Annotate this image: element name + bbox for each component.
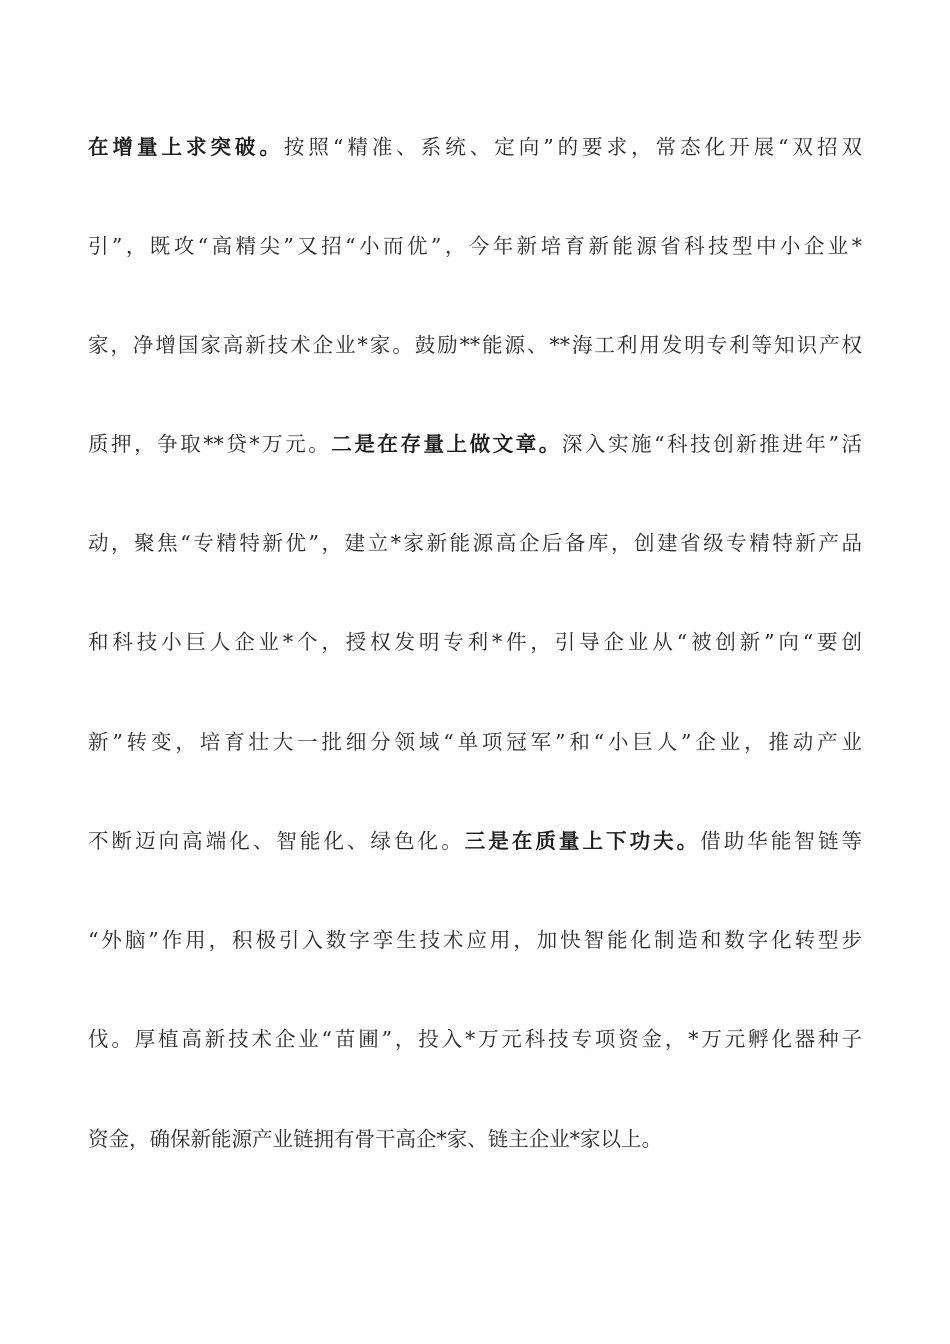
text-line-1 <box>88 131 862 163</box>
text-span: 动，聚焦“专精特新优”，建立*家新能源高企后备库，创建省级专精特新产品 <box>88 531 862 555</box>
text-span: 借助华能智链等 <box>700 829 862 853</box>
bold-heading-3: 三是在质量上下功夫。 <box>464 829 701 853</box>
text-line-3 <box>88 329 862 361</box>
text-span: 按照“精准、系统、定向”的要求，常态化开展“双招双 <box>283 135 862 159</box>
text-span: 伐。厚植高新技术企业“苗圃”，投入*万元科技专项资金，*万元孵化器种子 <box>88 1027 862 1051</box>
text-span: 资金，确保新能源产业链拥有骨干高企*家、链主企业*家以上。 <box>88 1127 662 1151</box>
text-line-11 <box>88 1123 862 1155</box>
text-span: 家，净增国家高新技术企业*家。鼓励**能源、**海工利用发明专利等知识产权 <box>88 333 862 357</box>
text-span: “外脑”作用，积极引入数字孪生技术应用，加快智能化制造和数字化转型步 <box>88 928 862 952</box>
text-line-9 <box>88 924 862 956</box>
text-line-10 <box>88 1023 862 1055</box>
text-span: 新”转变，培育壮大一批细分领域“单项冠军”和“小巨人”企业，推动产业 <box>88 730 862 754</box>
text-line-5 <box>88 527 862 559</box>
text-span: 深入实施“科技创新推进年”活 <box>561 432 862 456</box>
text-span: 不断迈向高端化、智能化、绿色化。 <box>88 829 465 853</box>
bold-heading-1: 在增量上求突破。 <box>88 135 284 159</box>
text-line-8 <box>88 825 862 857</box>
text-line-6 <box>88 626 862 658</box>
text-line-2 <box>88 230 862 262</box>
bold-heading-2: 二是在存量上做文章。 <box>331 432 562 456</box>
text-line-4 <box>88 428 862 460</box>
text-span: 引”，既攻“高精尖”又招“小而优”，今年新培育新能源省科技型中小企业* <box>88 234 862 258</box>
text-span: 质押，争取**贷*万元。 <box>88 432 332 456</box>
text-span: 和科技小巨人企业*个，授权发明专利*件，引导企业从“被创新”向“要创 <box>88 630 862 654</box>
text-line-7 <box>88 726 862 758</box>
